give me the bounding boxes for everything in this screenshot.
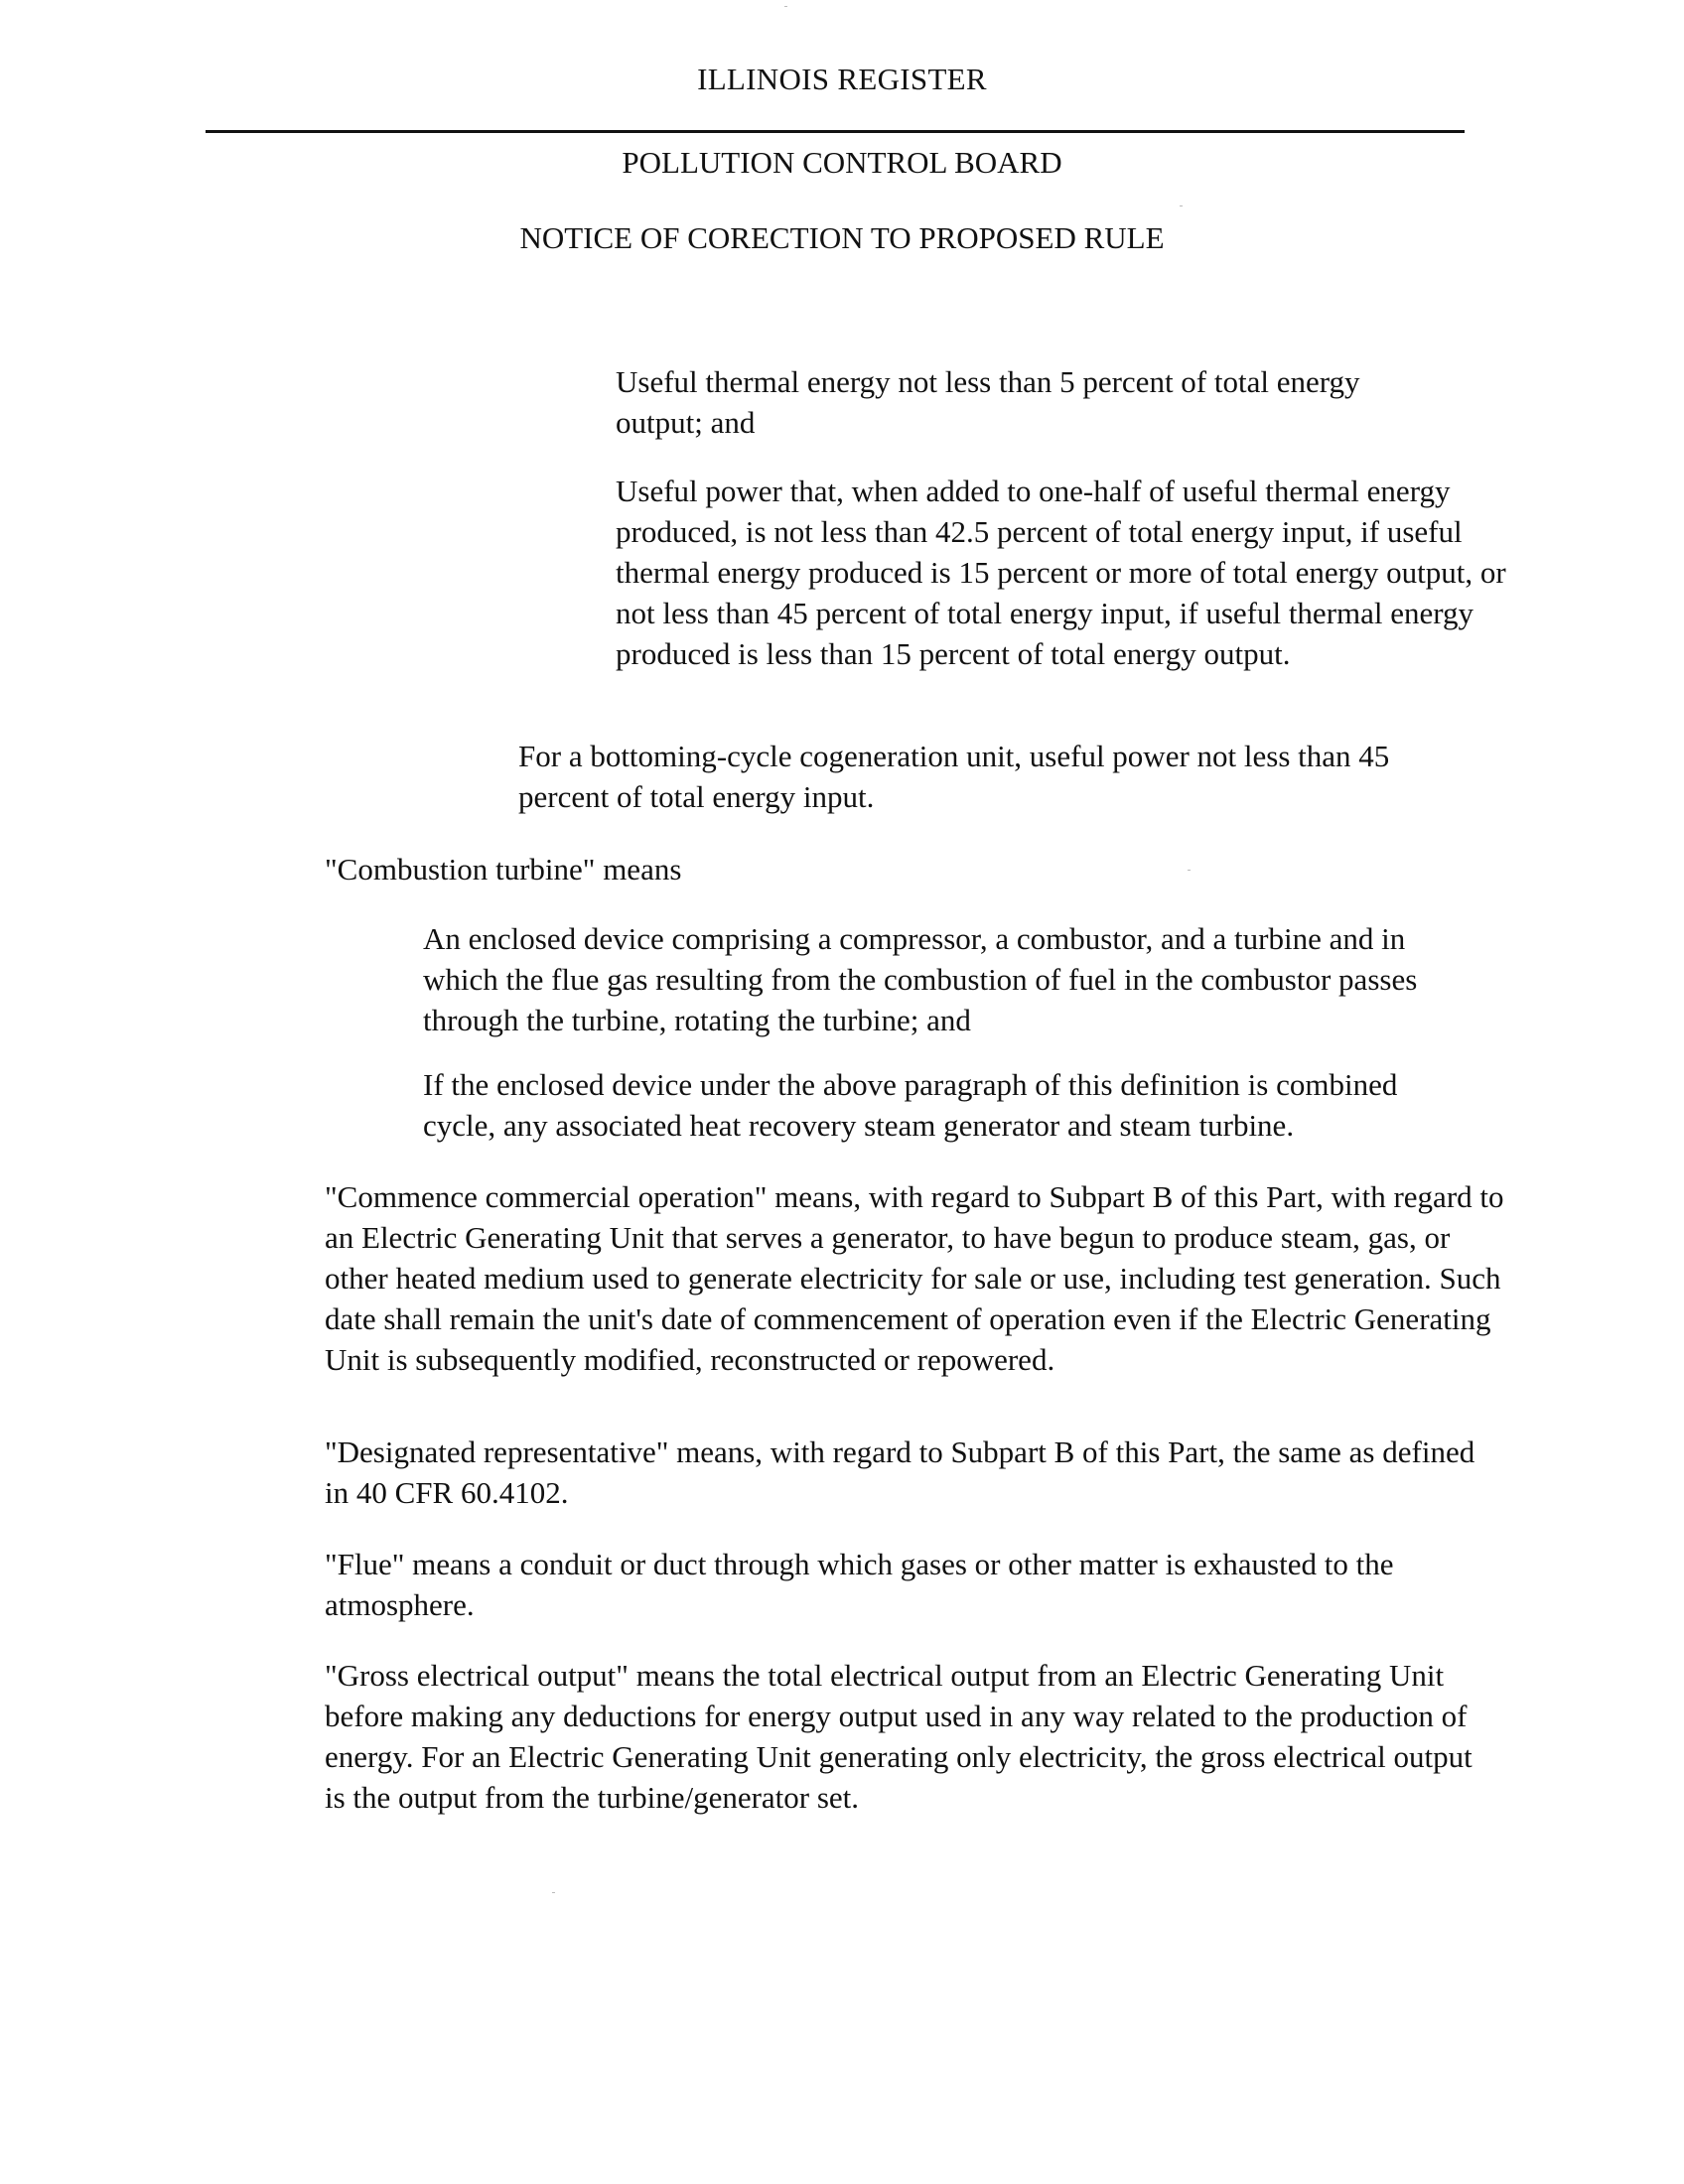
- definition-paragraph: If the enclosed device under the above paragraph of this definition is combined cycle, any associated heat recovery steam generator and steam turbine.: [423, 1067, 1398, 1143]
- register-title: ILLINOIS REGISTER: [697, 62, 987, 96]
- definition-paragraph: Useful power that, when added to one-half of useful thermal energy produced, is not less than 42.5 percent of total energy input, if useful thermal energy produced is 15 percent or more of total energy output, or not less than 45 percent of total energy input, if useful thermal energy produced is less than 15 percent of total energy output.: [616, 474, 1506, 671]
- definition-paragraph: "Commence commercial operation" means, with regard to Subpart B of this Part, with regard to an Electric Generating Unit that serves a generator, to have begun to produce steam, gas, or other heated medium used to generate electricity for sale or use, including test generation. Such date shall remain the unit's date of commencement of operation even if the Electric Generating Unit is subsequently modified, reconstructed or repowered.: [325, 1179, 1504, 1377]
- scan-artifact: [552, 1892, 555, 1893]
- definition-paragraph: An enclosed device comprising a compressor, a combustor, and a turbine and in which the flue gas resulting from the combustion of fuel in the combustor passes through the turbine, rotating the turbine; and: [423, 921, 1418, 1037]
- definition-paragraph: "Flue" means a conduit or duct through which gases or other matter is exhausted to the atmosphere.: [325, 1547, 1394, 1622]
- scan-artifact: [784, 6, 787, 7]
- scan-artifact: [1188, 870, 1191, 871]
- definition-paragraph: "Designated representative" means, with regard to Subpart B of this Part, the same as defined in 40 CFR 60.4102.: [325, 1434, 1475, 1510]
- board-name: POLLUTION CONTROL BOARD: [622, 145, 1062, 180]
- definition-paragraph: For a bottoming-cycle cogeneration unit, useful power not less than 45 percent of total energy input.: [518, 739, 1390, 814]
- definition-paragraph: Useful thermal energy not less than 5 percent of total energy output; and: [616, 364, 1360, 440]
- definition-paragraph: "Combustion turbine" means: [325, 852, 682, 887]
- notice-type: NOTICE OF CORECTION TO PROPOSED RULE: [519, 220, 1165, 255]
- scan-artifact: [1180, 205, 1183, 206]
- header-divider: [206, 130, 1465, 133]
- definition-paragraph: "Gross electrical output" means the total electrical output from an Electric Generating Unit before making any deductions for energy output used in any way related to the production of energy. For an Electric Generating Unit generating only electricity, the gross electrical output is the output from the turbine/generator set.: [325, 1658, 1473, 1815]
